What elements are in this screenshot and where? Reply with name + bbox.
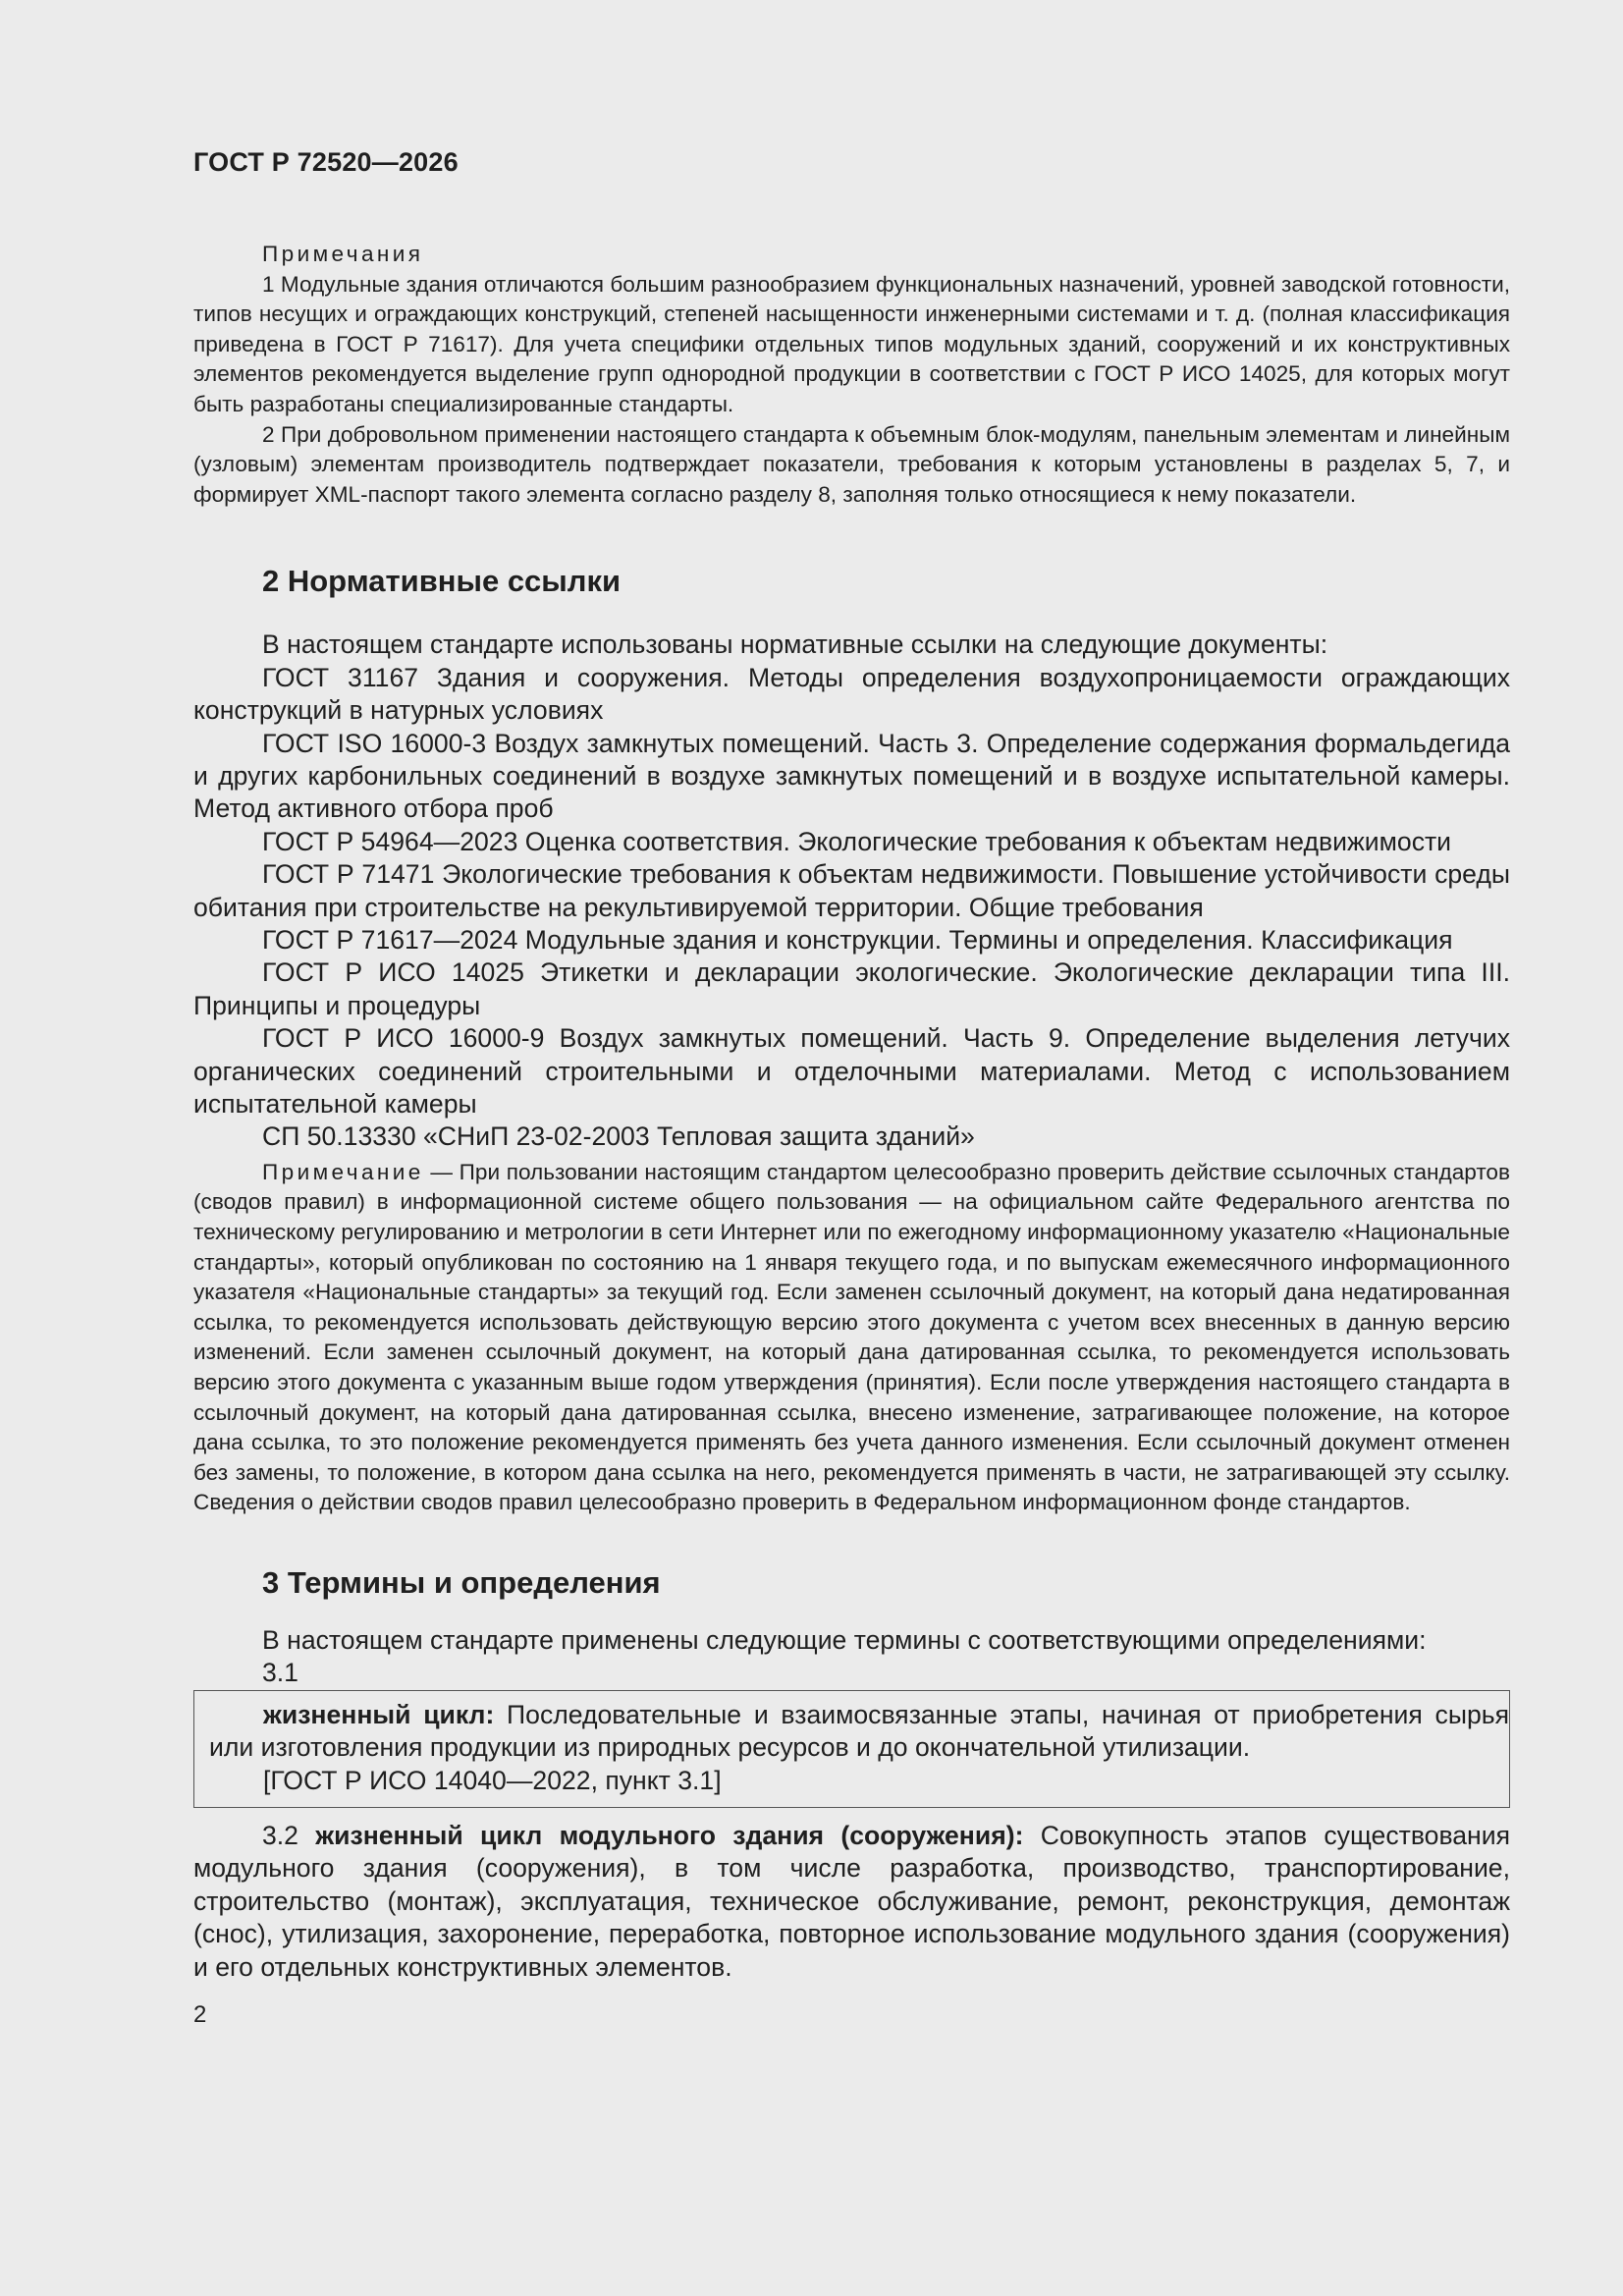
reference-item: ГОСТ Р ИСО 14025 Этикетки и декларации экологические. Экологические декларации типа III. Принципы и процедуры bbox=[193, 957, 1510, 1020]
reference-item: ГОСТ Р 54964—2023 Оценка соответствия. Экологические требования к объектам недвижимости bbox=[262, 826, 1452, 856]
note-2: 2 При добровольном применении настоящего стандарта к объемным блок-модулям, панельным элементам и линейным (узловым) элементам производитель подтверждает показатели, требования к которым установлены в разделах 5, 7, и формирует XML-паспорт такого элемента согласно разделу 8, заполняя только относящиеся к нему показатели. bbox=[193, 421, 1510, 507]
notes-title: Примечания bbox=[262, 242, 424, 266]
section-3-body bbox=[193, 1624, 1510, 1984]
reference-item: ГОСТ Р 71617—2024 Модульные здания и конструкции. Термины и определения. Классификация bbox=[262, 925, 1453, 955]
section-2-note-dash: — bbox=[423, 1159, 460, 1184]
document-code-header: ГОСТ Р 72520—2026 bbox=[193, 147, 459, 177]
term-2-def-text: Совокупность этапов существования модульного здания (сооружения), в том числе разработка, производство, транспортирование, строительство (монтаж), эксплуатация, техническое обслуживание, ремонт, реконструкция, демонтаж (снос), утилизация, захоронение, переработка, повторное использование модульного здания (сооружения) и его отдельных конструктивных элементов. bbox=[193, 1821, 1511, 1982]
term-2-definition bbox=[193, 1820, 1510, 1984]
term-2-number: 3.2 bbox=[262, 1821, 316, 1850]
reference-item: ГОСТ ISO 16000-3 Воздух замкнутых помещений. Часть 3. Определение содержания формальдегида и других карбонильных соединений в воздухе замкнутых помещений и в воздухе испытательной камеры. Метод активного отбора проб bbox=[193, 728, 1510, 824]
section-2-heading: 2 Нормативные ссылки bbox=[262, 564, 622, 599]
term-1-source: [ГОСТ Р ИСО 14040—2022, пункт 3.1] bbox=[263, 1765, 722, 1795]
reference-item: СП 50.13330 «СНиП 23-02-2003 Тепловая защита зданий» bbox=[262, 1121, 975, 1152]
term-2-name: жизненный цикл модульного здания (сооружения): bbox=[315, 1821, 1024, 1850]
term-1-name: жизненный цикл: bbox=[263, 1699, 495, 1729]
section-2-note-label: Примечание bbox=[262, 1159, 424, 1184]
term-1-definition bbox=[209, 1699, 1509, 1765]
note-1: 1 Модульные здания отличаются большим разнообразием функциональных назначений, уровней заводской готовности, типов несущих и ограждающих конструкций, степеней насыщенности инженерными системами и т. д. (полная классификация приведена в ГОСТ Р 71617). Для учета специфики отдельных типов модульных зданий, сооружений и их конструктивных элементов рекомендуется выделение групп однородной продукции в соответствии с ГОСТ Р ИСО 14025, для которых могут быть разработаны специализированные стандарты. bbox=[193, 271, 1510, 416]
page-content bbox=[193, 147, 1510, 2029]
page-number: 2 bbox=[193, 2001, 207, 2029]
reference-item: ГОСТ 31167 Здания и сооружения. Методы определения воздухопроницаемости ограждающих конструкций в натурных условиях bbox=[193, 662, 1510, 726]
term-1-def-text: Последовательные и взаимосвязанные этапы, начиная от приобретения сырья или изготовления продукции из природных ресурсов и до окончательной утилизации. bbox=[209, 1699, 1509, 1763]
term-1-number: 3.1 bbox=[262, 1658, 298, 1688]
section-2-intro: В настоящем стандарте использованы нормативные ссылки на следующие документы: bbox=[262, 629, 1328, 660]
section-2-body bbox=[193, 629, 1510, 1518]
section-3-heading: 3 Термины и определения bbox=[262, 1564, 661, 1600]
notes-block bbox=[193, 240, 1510, 510]
term-1-box bbox=[193, 1690, 1510, 1808]
reference-item: ГОСТ Р ИСО 16000-9 Воздух замкнутых помещений. Часть 9. Определение выделения летучих органических соединений строительными и отделочными материалами. Метод с использованием испытательной камеры bbox=[193, 1023, 1510, 1120]
section-2-note-text: При пользовании настоящим стандартом целесообразно проверить действие ссылочных стандартов (сводов правил) в информационной системе общего пользования — на официальном сайте Федерального агентства по техническому регулированию и метрологии в сети Интернет или по ежегодному информационному указателю «Национальные стандарты», который опубликован по состоянию на 1 января текущего года, и по выпускам ежемесячного информационного указателя «Национальные стандарты» за текущий год. Если заменен ссылочный документ, на который дана недатированная ссылка, то рекомендуется использовать действующую версию этого документа с учетом всех внесенных в данную версию изменений. Если заменен ссылочный документ, на который дана датированная ссылка, то рекомендуется использовать версию этого документа с указанным выше годом утверждения (принятия). Если после утверждения настоящего стандарта в ссылочный документ, на который дана датированная ссылка, внесено изменение, затрагивающее положение, на которое дана ссылка, то это положение рекомендуется применять без учета данного изменения. Если ссылочный документ отменен без замены, то положение, в котором дана ссылка на него, рекомендуется применять в части, не затрагивающей эту ссылку. Сведения о действии сводов правил целесообразно проверить в Федеральном информационном фонде стандартов. bbox=[193, 1159, 1510, 1515]
reference-item: ГОСТ Р 71471 Экологические требования к объектам недвижимости. Повышение устойчивости среды обитания при строительстве на рекультивируемой территории. Общие требования bbox=[193, 859, 1510, 922]
section-3-intro: В настоящем стандарте применены следующие термины с соответствующими определениями: bbox=[262, 1624, 1427, 1655]
section-2-note bbox=[193, 1158, 1510, 1518]
